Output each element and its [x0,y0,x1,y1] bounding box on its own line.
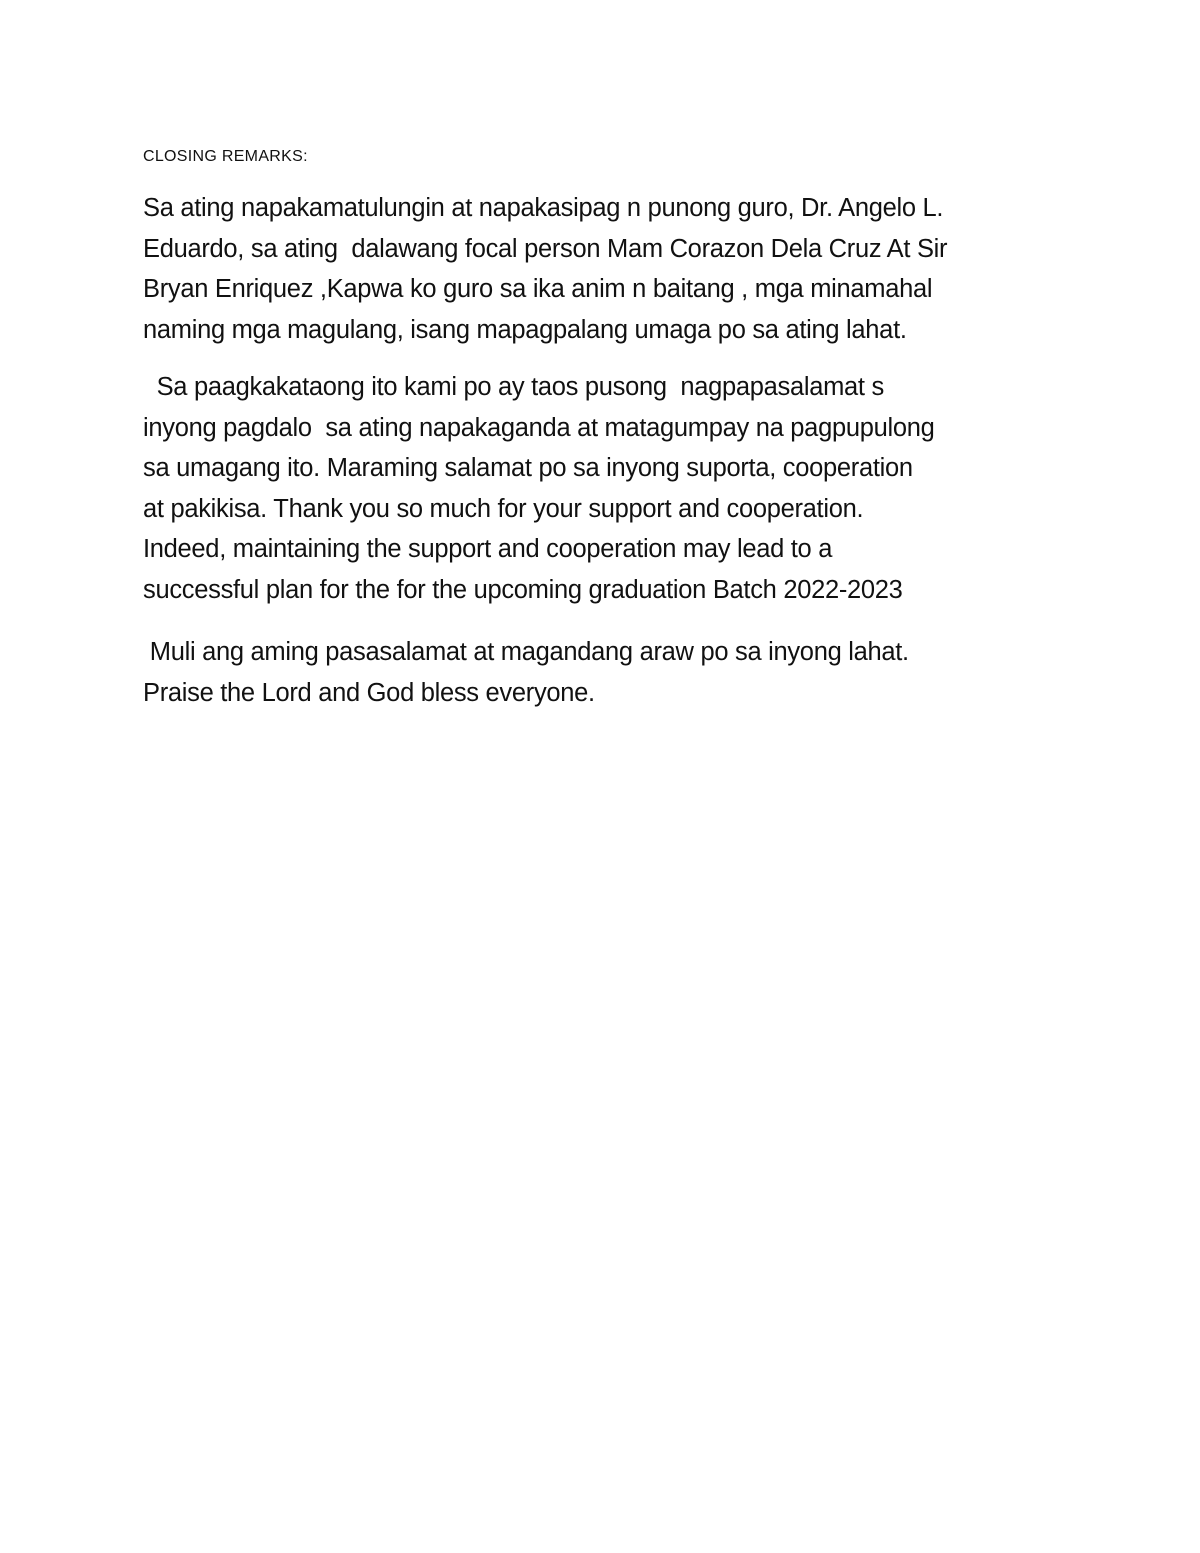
paragraph-line: Eduardo, sa ating dalawang focal person Mam Corazon Dela Cruz At Sir [143,234,948,263]
paragraph-line: Sa ating napakamatulungin at napakasipag n punong guro, Dr. Angelo L. [143,194,944,222]
paragraph-line: naming mga magulang, isang mapagpalang umaga po sa ating lahat. [143,315,907,344]
paragraph-line: Bryan Enriquez ,Kapwa ko guro sa ika anim n baitang , mga minamahal [143,275,933,303]
paragraph-line: successful plan for the for the upcoming graduation Batch 2022-2023 [143,575,903,604]
document-heading: CLOSING REMARKS: [143,148,308,165]
paragraph-thanks [143,367,1103,610]
paragraph-line: sa umagang ito. Maraming salamat po sa inyong suporta, cooperation [143,454,913,482]
paragraph-closing [143,632,1103,713]
paragraph-line: Muli ang aming pasasalamat at magandang araw po sa inyong lahat. [143,638,909,666]
paragraph-line: Praise the Lord and God bless everyone. [143,678,595,707]
paragraph-line: at pakikisa. Thank you so much for your support and cooperation. [143,494,864,523]
paragraph-line: Indeed, maintaining the support and cooperation may lead to a [143,535,833,563]
paragraph-greeting [143,188,1103,350]
paragraph-line: inyong pagdalo sa ating napakaganda at matagumpay na pagpupulong [143,413,935,442]
paragraph-line: Sa paagkakataong ito kami po ay taos pusong nagpapasalamat s [143,373,884,401]
